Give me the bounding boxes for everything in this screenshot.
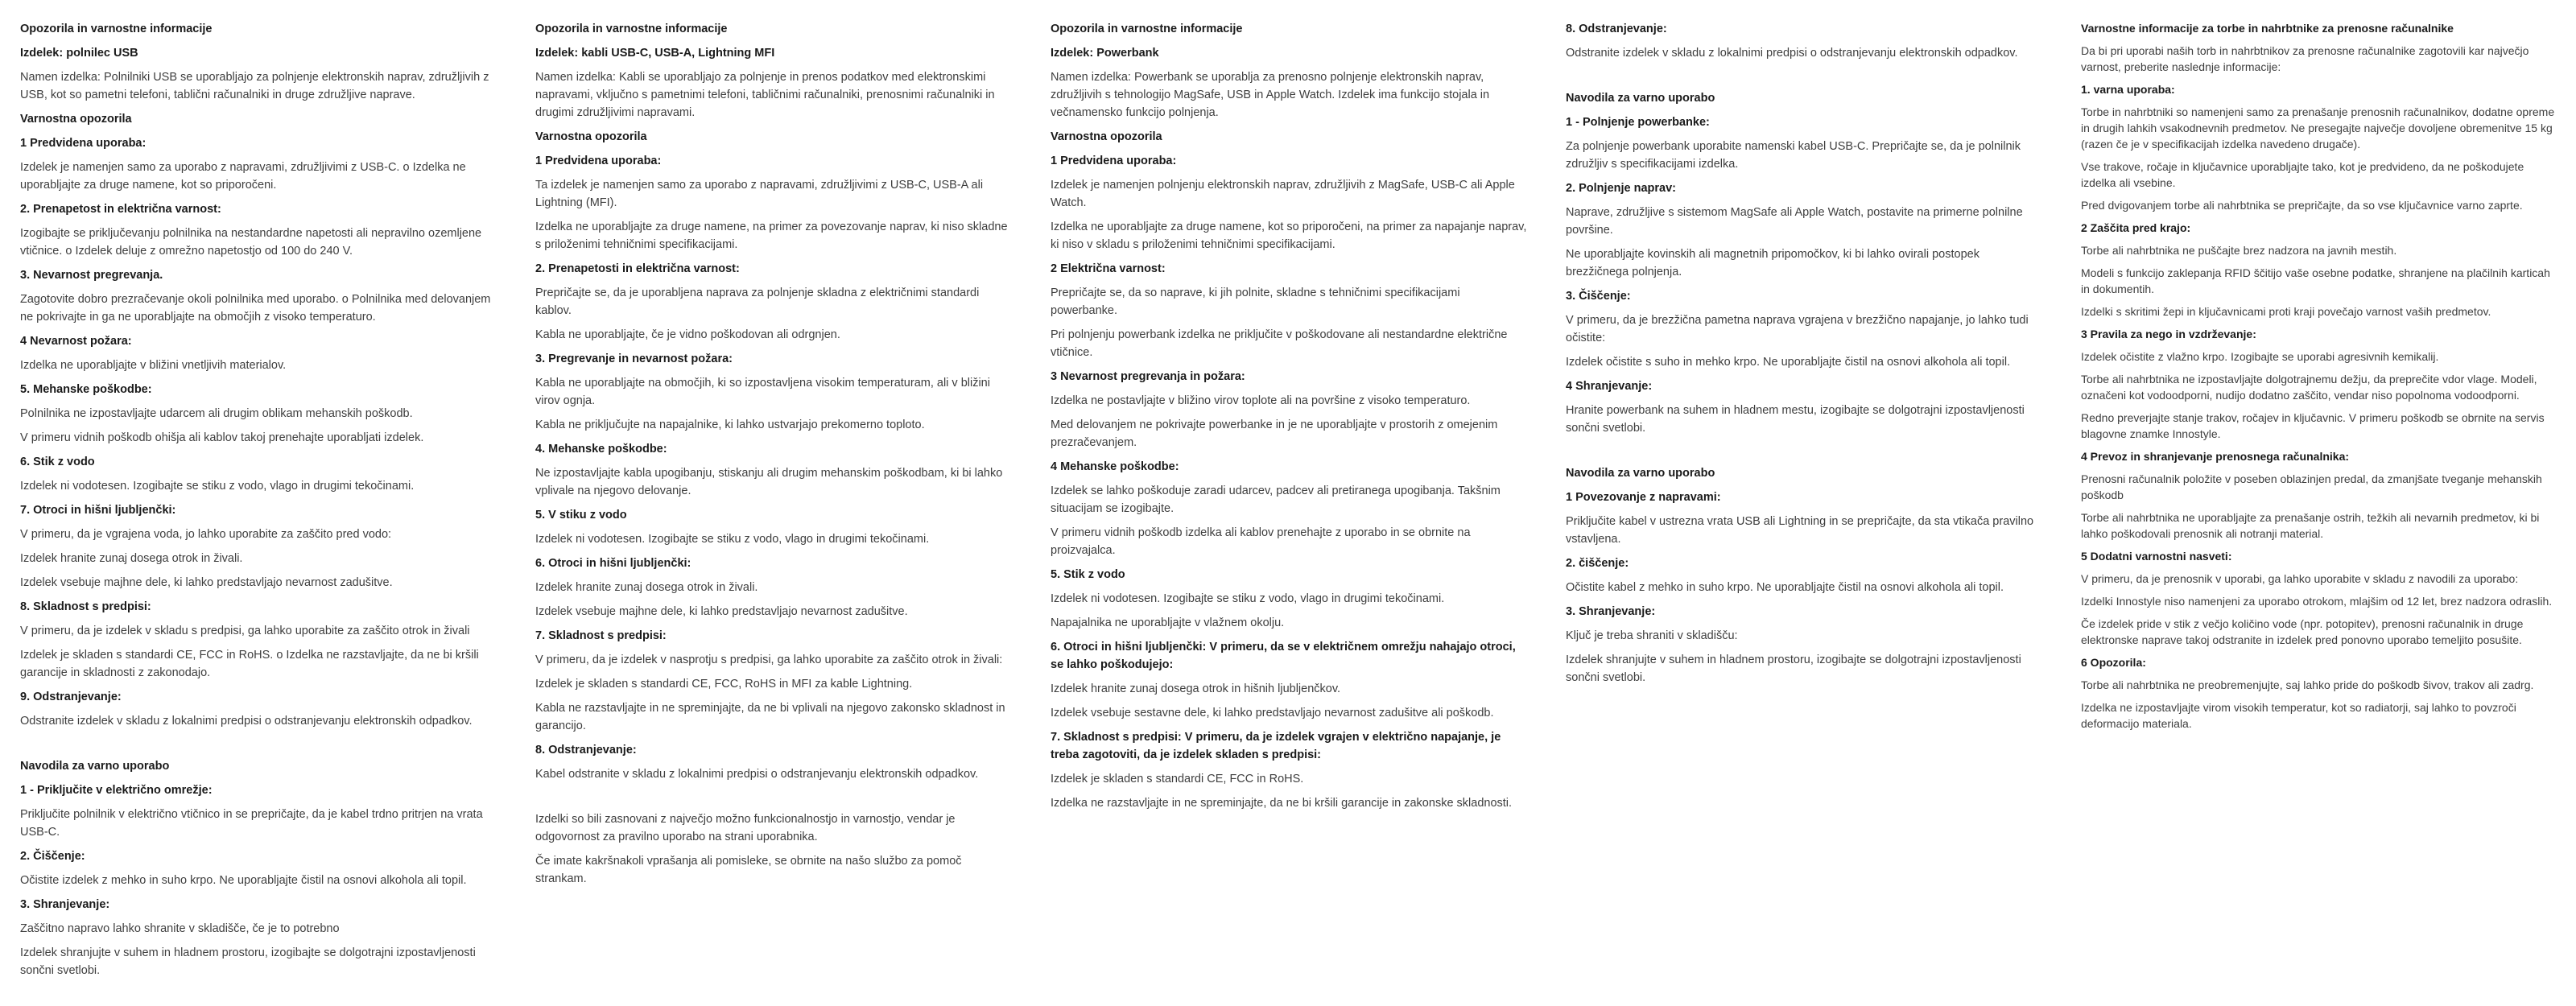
section-heading: 8. Odstranjevanje:	[1566, 23, 1667, 35]
paragraph: Priključite polnilnik v električno vtičnico in se prepričajte, da je kabel trdno pritrjen na vrata USB-C.	[20, 808, 483, 839]
paragraph: Ta izdelek je namenjen samo za uporabo z napravami, združljivimi z USB-C, USB-A ali Lightning (MFI).	[535, 179, 984, 209]
paragraph: Kabla ne uporabljajte, če je vidno poškodovan ali odrgnjen.	[535, 328, 840, 341]
paragraph: Izdelek je namenjen polnjenju elektronskih naprav, združljivih z MagSafe, USB-C ali Apple Watch.	[1051, 179, 1515, 209]
powerbank-usage-column	[1566, 14, 2042, 986]
section-heading: Opozorila in varnostne informacije	[1051, 23, 1243, 35]
section-heading: 1 Povezovanje z napravami:	[1566, 491, 1721, 504]
paragraph: Izdelka ne izpostavljajte virom visokih temperatur, kot so radiatorji, saj lahko to povzroči deformacijo materiala.	[2081, 701, 2516, 730]
paragraph: Izdelek očistite z vlažno krpo. Izogibajte se uporabi agresivnih kemikalij.	[2081, 350, 2439, 363]
paragraph: V primeru, da je izdelek v skladu s predpisi, ga lahko uporabite za zaščito otrok in živali	[20, 625, 470, 637]
paragraph: Izdelek ni vodotesen. Izogibajte se stiku z vodo, vlago in drugimi tekočinami.	[1051, 592, 1445, 605]
section-heading: 4 Mehanske poškodbe:	[1051, 460, 1179, 473]
section-heading: 6 Opozorila:	[2081, 656, 2146, 669]
paragraph: Torbe in nahrbtniki so namenjeni samo za prenašanje prenosnih računalnikov, dodatne opreme in drugih lahkih vsakodnevnih predmetov. Ne presegajte največje dovoljene obremenitve 15 kg (razen če je v specifikacijah izdelka navedeno drugače).	[2081, 105, 2555, 150]
paragraph: Izdelek se lahko poškoduje zaradi udarcev, padcev ali pretiranega upogibanja. Takšnim situacijam se izogibajte.	[1051, 484, 1501, 515]
section-heading: Izdelek: Powerbank	[1051, 47, 1159, 60]
section-heading: 2. čiščenje:	[1566, 557, 1629, 570]
paragraph: Kabla ne razstavljajte in ne spreminjajte, da ne bi vplivali na njegovo zakonsko skladnost in garancijo.	[535, 702, 1005, 732]
section-heading: 5 Dodatni varnostni nasveti:	[2081, 550, 2232, 563]
section-heading: 9. Odstranjevanje:	[20, 691, 122, 703]
paragraph: Za polnjenje powerbank uporabite namenski kabel USB-C. Prepričajte se, da je polnilnik združljiv s specifikacijami izdelka.	[1566, 140, 2021, 171]
section-heading: 7. Otroci in hišni ljubljenčki:	[20, 504, 176, 517]
section-heading: 2 Zaščita pred krajo:	[2081, 221, 2191, 234]
section-heading: Navodila za varno uporabo	[1566, 467, 1715, 480]
paragraph: Kabel odstranite v skladu z lokalnimi predpisi o odstranjevanju elektronskih odpadkov.	[535, 768, 979, 781]
section-heading: Varnostna opozorila	[1051, 130, 1162, 143]
section-heading: 1 Predvidena uporaba:	[1051, 155, 1177, 167]
paragraph: Pred dvigovanjem torbe ali nahrbtnika se prepričajte, da so vse ključavnice varno zaprte.	[2081, 199, 2523, 212]
section-heading: 8. Skladnost s predpisi:	[20, 600, 151, 613]
paragraph: Izdelka ne uporabljajte za druge namene, kot so priporočeni, na primer za napajanje naprav, ki niso v skladu s priloženimi tehničnimi specifikacijami.	[1051, 221, 1527, 251]
paragraph: Če izdelek pride v stik z večjo količino vode (npr. potopitev), prenosni računalnik in druge elektronske naprave takoj odstranite in izdelek pred ponovno uporabo temeljito posušite.	[2081, 617, 2524, 646]
paragraph: Izdelek shranjujte v suhem in hladnem prostoru, izogibajte se dolgotrajni izpostavljenosti sončni svetlobi.	[1566, 653, 2021, 684]
section-heading: 3. Shranjevanje:	[20, 898, 110, 911]
section-heading: 6. Stik z vodo	[20, 456, 95, 468]
section-heading: 4 Prevoz in shranjevanje prenosnega računalnika:	[2081, 450, 2350, 463]
paragraph: Torbe ali nahrbtnika ne puščajte brez nadzora na javnih mestih.	[2081, 244, 2397, 257]
section-heading: 4 Nevarnost požara:	[20, 335, 132, 348]
paragraph: Izdelka ne uporabljajte v bližini vnetljivih materialov.	[20, 359, 287, 372]
paragraph: Izdelek je skladen s standardi CE, FCC in RoHS. o Izdelka ne razstavljajte, da ne bi kršili garancije in skladnosti z zakonodajo.	[20, 649, 479, 679]
paragraph: Polnilnika ne izpostavljajte udarcem ali drugim oblikam mehanskih poškodb.	[20, 407, 413, 420]
paragraph: V primeru, da je izdelek v nasprotju s predpisi, ga lahko uporabite za zaščito otrok in živali:	[535, 653, 1003, 666]
paragraph: Namen izdelka: Kabli se uporabljajo za polnjenje in prenos podatkov med elektronskimi napravami, vključno s pametnimi telefoni, tabličnimi računalniki, prenosnimi računalniki in drugimi združljivimi napravami.	[535, 71, 995, 119]
cables-safety-column	[535, 14, 1012, 986]
paragraph: Izdelek hranite zunaj dosega otrok in hišnih ljubljenčkov.	[1051, 682, 1341, 695]
paragraph: Izdelek shranjujte v suhem in hladnem prostoru, izogibajte se dolgotrajni izpostavljenosti sončni svetlobi.	[20, 946, 476, 977]
paragraph: Prepričajte se, da je uporabljena naprava za polnjenje skladna z električnimi standardi kablov.	[535, 287, 980, 317]
paragraph: Da bi pri uporabi naših torb in nahrbtnikov za prenosne računalnike zagotovili kar največjo varnost, preberite naslednje informacije:	[2081, 44, 2529, 73]
section-heading: 2. Prenapetost in električna varnost:	[20, 203, 221, 216]
paragraph: Redno preverjajte stanje trakov, ročajev in ključavnic. V primeru poškodb se obrnite na servis blagovne znamke Innostyle.	[2081, 411, 2545, 440]
paragraph: Zaščitno napravo lahko shranite v skladišče, če je to potrebno	[20, 922, 340, 935]
paragraph: Ne izpostavljajte kabla upogibanju, stiskanju ali drugim mehanskim poškodbam, ki bi lahko vplivale na njegovo delovanje.	[535, 467, 1003, 497]
paragraph: V primeru, da je prenosnik v uporabi, ga lahko uporabite v skladu z navodili za uporabo:	[2081, 572, 2519, 585]
section-heading: Varnostne informacije za torbe in nahrbtnike za prenosne računalnike	[2081, 22, 2454, 35]
section-heading: 6. Otroci in hišni ljubljenčki: V primeru, da se v električnem omrežju nahajajo otroci, se lahko poškodujejo:	[1051, 641, 1516, 671]
section-heading: 6. Otroci in hišni ljubljenčki:	[535, 557, 691, 570]
paragraph: Prepričajte se, da so naprave, ki jih polnite, skladne s tehničnimi specifikacijami powerbanke.	[1051, 287, 1460, 317]
section-heading: 1 - Polnjenje powerbanke:	[1566, 116, 1710, 129]
paragraph: Izdelek vsebuje majhne dele, ki lahko predstavljajo nevarnost zadušitve.	[20, 576, 393, 589]
paragraph: Ključ je treba shraniti v skladišču:	[1566, 629, 1738, 642]
paragraph: Očistite izdelek z mehko in suho krpo. Ne uporabljajte čistil na osnovi alkohola ali topil.	[20, 874, 467, 887]
section-heading: Opozorila in varnostne informacije	[535, 23, 728, 35]
section-heading: 8. Odstranjevanje:	[535, 744, 637, 757]
paragraph: Torbe ali nahrbtnika ne preobremenjujte, saj lahko pride do poškodb šivov, trakov ali zadrg.	[2081, 678, 2534, 691]
section-heading: 3. Čiščenje:	[1566, 290, 1631, 303]
laptop-bags-safety-column	[2081, 14, 2557, 986]
section-heading: 3. Pregrevanje in nevarnost požara:	[535, 353, 733, 365]
section-heading: Navodila za varno uporabo	[1566, 92, 1715, 105]
paragraph: Izdelek očistite s suho in mehko krpo. Ne uporabljajte čistil na osnovi alkohola ali topil.	[1566, 356, 2011, 369]
section-heading: 4 Shranjevanje:	[1566, 380, 1653, 393]
paragraph: Odstranite izdelek v skladu z lokalnimi predpisi o odstranjevanju elektronskih odpadkov.	[1566, 47, 2018, 60]
paragraph: Torbe ali nahrbtnika ne izpostavljajte dolgotrajnemu dežju, da preprečite vdor vlage. Modeli, označeni kot vodoodporni, nudijo dodatno zaščito, vendar niso popolnoma vodoodporni.	[2081, 373, 2537, 402]
section-heading: 7. Skladnost s predpisi:	[535, 629, 667, 642]
paragraph: Ne uporabljajte kovinskih ali magnetnih pripomočkov, ki bi lahko ovirali postopek brezžičnega polnjenja.	[1566, 248, 1979, 278]
paragraph: V primeru vidnih poškodb izdelka ali kablov prenehajte z uporabo in se obrnite na proizvajalca.	[1051, 526, 1471, 557]
paragraph: Izdelka ne razstavljajte in ne spreminjajte, da ne bi kršili garancije in zakonske skladnosti.	[1051, 797, 1513, 810]
paragraph: V primeru, da je vgrajena voda, jo lahko uporabite za zaščito pred vodo:	[20, 528, 392, 541]
section-heading: 2. Polnjenje naprav:	[1566, 182, 1676, 195]
paragraph: V primeru vidnih poškodb ohišja ali kablov takoj prenehajte uporabljati izdelek.	[20, 431, 424, 444]
section-heading: 7. Skladnost s predpisi: V primeru, da je izdelek vgrajen v električno napajanje, je treba zagotoviti, da je izdelek skladen s predpisi:	[1051, 731, 1501, 761]
paragraph: Izdelka ne postavljajte v bližino virov toplote ali na površine z visoko temperaturo.	[1051, 394, 1471, 407]
section-heading: 4. Mehanske poškodbe:	[535, 443, 667, 456]
paragraph: Izdelki so bili zasnovani z največjo možno funkcionalnostjo in varnostjo, vendar je odgovornost za pravilno uporabo na strani uporabnika.	[535, 813, 956, 843]
section-heading: Varnostna opozorila	[20, 113, 132, 126]
paragraph: Izdelki Innostyle niso namenjeni za uporabo otrokom, mlajšim od 12 let, brez nadzora odraslih.	[2081, 595, 2553, 608]
paragraph: Napajalnika ne uporabljajte v vlažnem okolju.	[1051, 616, 1285, 629]
paragraph: Izdelek ni vodotesen. Izogibajte se stiku z vodo, vlago in drugimi tekočinami.	[535, 533, 930, 546]
paragraph: Naprave, združljive s sistemom MagSafe ali Apple Watch, postavite na primerne polnilne površine.	[1566, 206, 2023, 237]
paragraph: Zagotovite dobro prezračevanje okoli polnilnika med uporabo. o Polnilnika med delovanjem ne pokrivajte in ga ne uporabljajte na območjih z visoko temperaturo.	[20, 293, 491, 324]
paragraph: Hranite powerbank na suhem in hladnem mestu, izogibajte se dolgotrajni izpostavljenosti sončni svetlobi.	[1566, 404, 2025, 435]
paragraph: Izdelki s skritimi žepi in ključavnicami proti kraji povečajo varnost vaših predmetov.	[2081, 305, 2491, 318]
paragraph: Namen izdelka: Powerbank se uporablja za prenosno polnjenje elektronskih naprav, združljivih s tehnologijo MagSafe, USB in Apple Watch. Izdelek ima funkcijo stojala in večnamensko funkcijo polnjenja.	[1051, 71, 1490, 119]
section-heading: 2. Prenapetosti in električna varnost:	[535, 262, 740, 275]
paragraph: Izdelek hranite zunaj dosega otrok in živali.	[535, 581, 758, 594]
paragraph: Namen izdelka: Polnilniki USB se uporabljajo za polnjenje elektronskih naprav, združljivih z USB, kot so pametni telefoni, tablični računalniki in druge združljive naprave.	[20, 71, 489, 101]
paragraph: Izdelek je skladen s standardi CE, FCC in RoHS.	[1051, 773, 1304, 785]
paragraph: Izdelek vsebuje majhne dele, ki lahko predstavljajo nevarnost zadušitve.	[535, 605, 908, 618]
paragraph: Očistite kabel z mehko in suho krpo. Ne uporabljajte čistil na osnovi alkohola ali topil.	[1566, 581, 2004, 594]
section-heading: Navodila za varno uporabo	[20, 760, 170, 773]
paragraph: Izdelek je namenjen samo za uporabo z napravami, združljivimi z USB-C. o Izdelka ne uporabljajte za druge namene, kot so priporočeni.	[20, 161, 466, 192]
usb-charger-safety-column	[20, 14, 497, 986]
section-heading: Izdelek: kabli USB-C, USB-A, Lightning MFI	[535, 47, 775, 60]
section-heading: 5. V stiku z vodo	[535, 509, 627, 522]
powerbank-safety-column	[1051, 14, 1527, 986]
section-heading: 2 Električna varnost:	[1051, 262, 1166, 275]
section-heading: 3. Nevarnost pregrevanja.	[20, 269, 163, 282]
paragraph: Odstranite izdelek v skladu z lokalnimi predpisi o odstranjevanju elektronskih odpadkov.	[20, 715, 473, 728]
paragraph: Torbe ali nahrbtnika ne uporabljajte za prenašanje ostrih, težkih ali nevarnih predmetov, ki bi lahko poškodovali prenosnik ali notranji material.	[2081, 511, 2540, 540]
paragraph: Izdelek ni vodotesen. Izogibajte se stiku z vodo, vlago in drugimi tekočinami.	[20, 480, 415, 493]
section-heading: 3 Pravila za nego in vzdrževanje:	[2081, 328, 2256, 340]
paragraph: Med delovanjem ne pokrivajte powerbanke in je ne uporabljajte v prostorih z omejenim prezračevanjem.	[1051, 418, 1498, 449]
section-heading: Izdelek: polnilec USB	[20, 47, 138, 60]
paragraph: Modeli s funkcijo zaklepanja RFID ščitijo vaše osebne podatke, shranjene na plačilnih karticah in dokumentih.	[2081, 266, 2550, 295]
section-heading: 1 - Priključite v električno omrežje:	[20, 784, 213, 797]
section-heading: 1. varna uporaba:	[2081, 83, 2175, 96]
paragraph: Če imate kakršnakoli vprašanja ali pomisleke, se obrnite na našo službo za pomoč strankam.	[535, 855, 962, 885]
paragraph: Izdelek je skladen s standardi CE, FCC, RoHS in MFI za kable Lightning.	[535, 678, 913, 691]
section-heading: 1 Predvidena uporaba:	[535, 155, 662, 167]
paragraph: Izdelek hranite zunaj dosega otrok in živali.	[20, 552, 243, 565]
paragraph: Pri polnjenju powerbank izdelka ne priključite v poškodovane ali nestandardne električne vtičnice.	[1051, 328, 1508, 359]
paragraph: Izdelek vsebuje sestavne dele, ki lahko predstavljajo nevarnost zadušitve ali poškodb.	[1051, 707, 1494, 719]
section-heading: 5. Mehanske poškodbe:	[20, 383, 152, 396]
section-heading: 3 Nevarnost pregrevanja in požara:	[1051, 370, 1245, 383]
section-heading: 3. Shranjevanje:	[1566, 605, 1656, 618]
paragraph: Kabla ne uporabljajte na območjih, ki so izpostavljena visokim temperaturam, ali v bližini virov ognja.	[535, 377, 990, 407]
paragraph: Vse trakove, ročaje in ključavnice uporabljajte tako, kot je predvideno, da ne poškodujete izdelka ali vsebine.	[2081, 160, 2524, 189]
paragraph: V primeru, da je brezžična pametna naprava vgrajena v brezžično napajanje, jo lahko tudi očistite:	[1566, 314, 2029, 344]
paragraph: Priključite kabel v ustrezna vrata USB ali Lightning in se prepričajte, da sta vtikača pravilno vstavljena.	[1566, 515, 2034, 546]
section-heading: 1 Predvidena uporaba:	[20, 137, 147, 150]
section-heading: Varnostna opozorila	[535, 130, 647, 143]
section-heading: 2. Čiščenje:	[20, 850, 85, 863]
paragraph: Kabla ne priključujte na napajalnike, ki lahko ustvarjajo prekomerno toploto.	[535, 418, 925, 431]
section-heading: 5. Stik z vodo	[1051, 568, 1125, 581]
paragraph: Prenosni računalnik položite v poseben oblazinjen predal, da zmanjšate tveganje mehanskih poškodb	[2081, 472, 2542, 501]
paragraph: Izdelka ne uporabljajte za druge namene, na primer za povezovanje naprav, ki niso skladne s priloženimi tehničnimi specifikacijami.	[535, 221, 1008, 251]
paragraph: Izogibajte se priključevanju polnilnika na nestandardne napetosti ali nepravilno ozemljene vtičnice. o Izdelek deluje z omrežno napetostjo od 100 do 240 V.	[20, 227, 482, 258]
section-heading: Opozorila in varnostne informacije	[20, 23, 213, 35]
